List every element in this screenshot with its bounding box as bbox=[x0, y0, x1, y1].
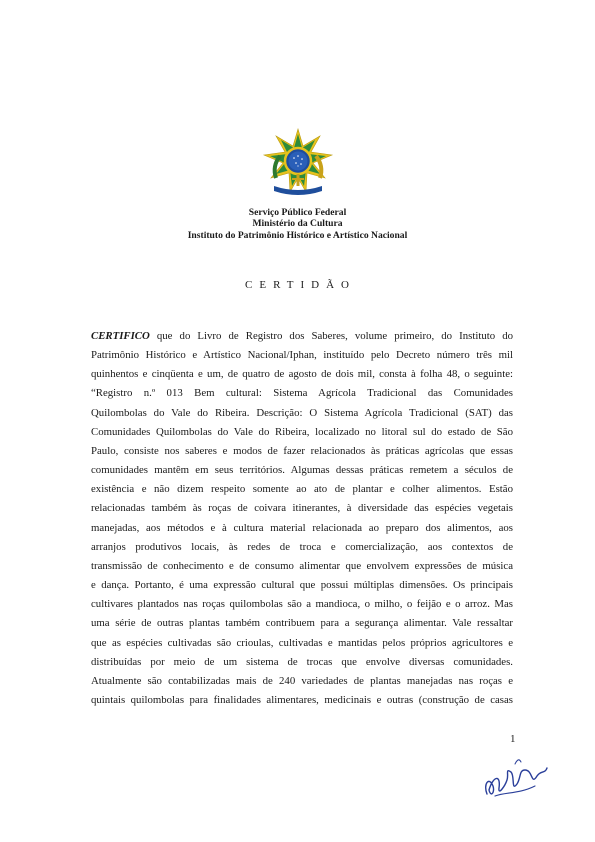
body-line: relacionadas também às roças de coivara itinerantes, à diversidade das espécies vegetais bbox=[91, 502, 513, 515]
body-line: Paulo, consiste nos saberes e modos de fazer relacionados às práticas agrícolas que essas bbox=[91, 444, 513, 457]
body-line: manejadas, aos métodos e à cultura material relacionada ao preparo dos alimentos, aos bbox=[91, 521, 513, 534]
body-line: uma série de outras plantas também contribuem para a segurança alimentar. Vale ressaltar bbox=[91, 617, 513, 630]
certificate-body bbox=[91, 327, 513, 710]
body-line: Comunidades Quilombolas do Vale do Ribeira, localizado no litoral sul do estado de São bbox=[91, 425, 513, 438]
body-line: cultivares plantados nas roças quilombolas são a mandioca, o milho, o feijão e o arroz. Mas bbox=[91, 598, 513, 611]
body-line: CERTIFICO que do Livro de Registro dos Saberes, volume primeiro, do Instituto do bbox=[91, 330, 513, 342]
body-line: transmissão de conhecimento e de consumo alimentar que envolvem expressões de música bbox=[91, 559, 513, 572]
body-line: Atualmente são contabilizadas mais de 240 variedades de plantas manejadas nas roças e bbox=[91, 674, 513, 687]
body-line: que as espécies cultivadas são crioulas, cultivadas e mantidas pelos próprios agricultores e bbox=[91, 636, 513, 649]
body-line: comunidades mantêm em seus territórios. Algumas dessas práticas remetem a séculos de bbox=[91, 464, 513, 477]
header-line-institute: Instituto do Patrimônio Histórico e Artístico Nacional bbox=[187, 229, 408, 241]
header-line-ministry: Ministério da Cultura bbox=[252, 218, 343, 230]
body-line: quinhentos e cinqüenta e um, de quatro de agosto de dois mil, consta à folha 48, o seguinte: bbox=[91, 368, 513, 381]
document-title: CERTIDÃO bbox=[245, 279, 356, 291]
body-line: distribuídas por meio de um sistema de trocas que envolve diversas comunidades. bbox=[91, 655, 513, 668]
brazil-coat-of-arms-icon bbox=[262, 128, 334, 200]
body-line: e dança. Portanto, é uma expressão cultural que possui múltiplas dimensões. Os principais bbox=[91, 579, 513, 592]
page-number: 1 bbox=[510, 733, 516, 745]
certifico-lead: CERTIFICO bbox=[91, 330, 150, 342]
body-line: Patrimônio Histórico e Artístico Nacional/Iphan, instituído pelo Decreto número três mil bbox=[91, 349, 513, 362]
body-line: arranjos produtivos locais, às redes de troca e comercialização, aos contextos de bbox=[91, 540, 513, 553]
body-line: existência e não dizem respeito somente ao ato de plantar e colher alimentos. Estão bbox=[91, 483, 513, 496]
institution-header bbox=[0, 207, 595, 241]
signature-image bbox=[475, 746, 555, 806]
header-line-service: Serviço Público Federal bbox=[248, 207, 347, 218]
body-line: quintais quilombolas para finalidades alimentares, medicinais e outras (construção de casas bbox=[91, 693, 513, 706]
body-line: “Registro n.º 013 Bem cultural: Sistema Agrícola Tradicional das Comunidades bbox=[91, 387, 513, 400]
body-line: Quilombolas do Vale do Ribeira. Descrição: O Sistema Agrícola Tradicional (SAT) das bbox=[91, 406, 513, 419]
